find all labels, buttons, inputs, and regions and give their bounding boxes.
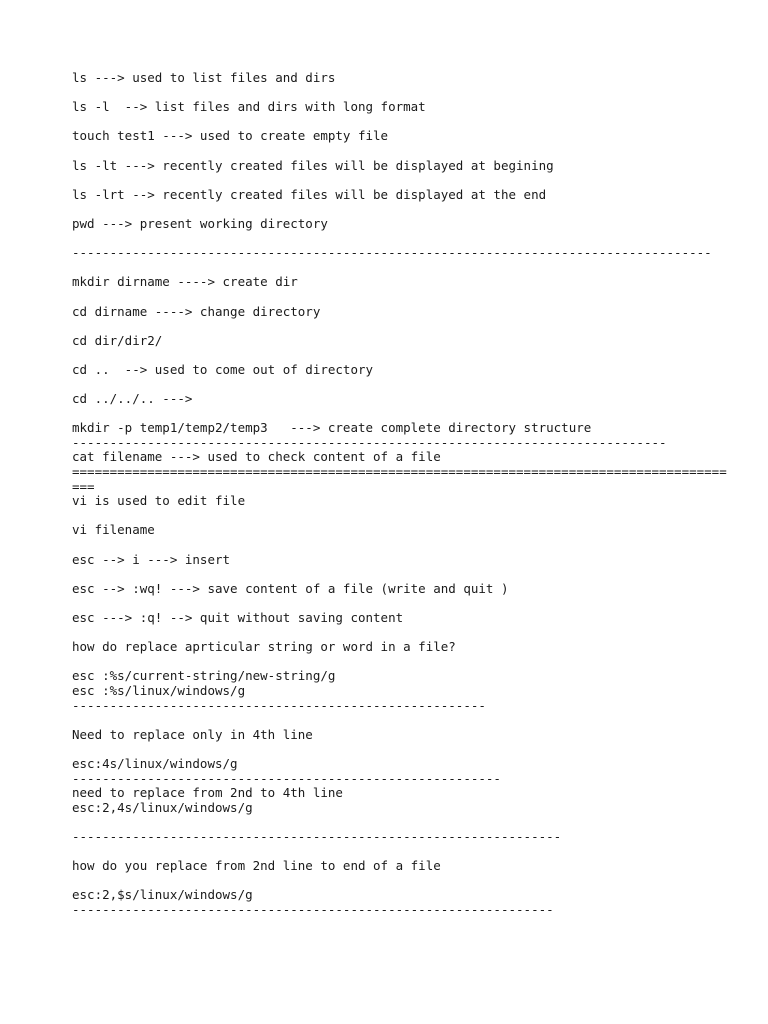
- text-line: cd dir/dir2/: [72, 333, 163, 348]
- text-line: -------------------------------------------------------------------------------------: [72, 246, 712, 261]
- blank-line: [72, 319, 728, 334]
- blank-line: [72, 173, 728, 188]
- text-line: touch test1 ---> used to create empty file: [72, 129, 389, 144]
- text-line: vi filename: [72, 523, 155, 538]
- text-line: -------------------------------------------------------------------------------: [72, 435, 667, 450]
- blank-line: [72, 655, 728, 670]
- text-line: ls -lrt --> recently created files will be displayed at the end: [72, 187, 547, 202]
- text-line: mkdir dirname ----> create dir: [72, 275, 298, 290]
- text-line: cat filename ---> used to check content of a file: [72, 450, 441, 465]
- text-line: esc --> i ---> insert: [72, 552, 231, 567]
- blank-line: [72, 202, 728, 217]
- text-line: esc:2,$s/linux/windows/g: [72, 888, 253, 903]
- text-line: how do replace aprticular string or word in a file?: [72, 640, 456, 655]
- blank-line: [72, 538, 728, 553]
- text-line: ==========================================================================================: [72, 465, 727, 494]
- document-body: [72, 71, 728, 917]
- blank-line: [72, 86, 728, 101]
- blank-line: [72, 815, 728, 830]
- blank-line: [72, 261, 728, 276]
- blank-line: [72, 596, 728, 611]
- text-line: esc ---> :q! --> quit without saving content: [72, 610, 404, 625]
- text-line: esc:2,4s/linux/windows/g: [72, 800, 253, 815]
- text-line: how do you replace from 2nd line to end of a file: [72, 859, 441, 874]
- blank-line: [72, 232, 728, 247]
- text-line: cd .. --> used to come out of directory: [72, 362, 374, 377]
- text-line: ls -l --> list files and dirs with long format: [72, 100, 426, 115]
- blank-line: [72, 713, 728, 728]
- text-line: esc :%s/linux/windows/g: [72, 683, 246, 698]
- text-line: mkdir -p temp1/temp2/temp3 ---> create complete directory structure: [72, 421, 592, 436]
- text-line: esc:4s/linux/windows/g: [72, 756, 238, 771]
- blank-line: [72, 348, 728, 363]
- text-line: ls -lt ---> recently created files will be displayed at begining: [72, 158, 554, 173]
- text-line: ls ---> used to list files and dirs: [72, 71, 336, 85]
- blank-line: [72, 290, 728, 305]
- text-line: ----------------------------------------------------------------: [72, 902, 554, 917]
- text-line: -------------------------------------------------------: [72, 698, 486, 713]
- blank-line: [72, 377, 728, 392]
- blank-line: [72, 626, 728, 641]
- blank-line: [72, 742, 728, 757]
- blank-line: [72, 144, 728, 159]
- text-line: cd dirname ----> change directory: [72, 304, 321, 319]
- blank-line: [72, 115, 728, 130]
- text-line: -----------------------------------------------------------------: [72, 829, 562, 844]
- text-line: esc :%s/current-string/new-string/g: [72, 669, 336, 684]
- blank-line: [72, 844, 728, 859]
- text-line: ---------------------------------------------------------: [72, 771, 501, 786]
- text-line: esc --> :wq! ---> save content of a file (write and quit ): [72, 581, 509, 596]
- blank-line: [72, 874, 728, 889]
- blank-line: [72, 567, 728, 582]
- text-line: Need to replace only in 4th line: [72, 727, 313, 742]
- blank-line: [72, 407, 728, 422]
- blank-line: [72, 509, 728, 524]
- text-line: pwd ---> present working directory: [72, 216, 328, 231]
- text-line: vi is used to edit file: [72, 494, 246, 509]
- text-line: cd ../../.. --->: [72, 392, 193, 407]
- text-line: need to replace from 2nd to 4th line: [72, 786, 343, 801]
